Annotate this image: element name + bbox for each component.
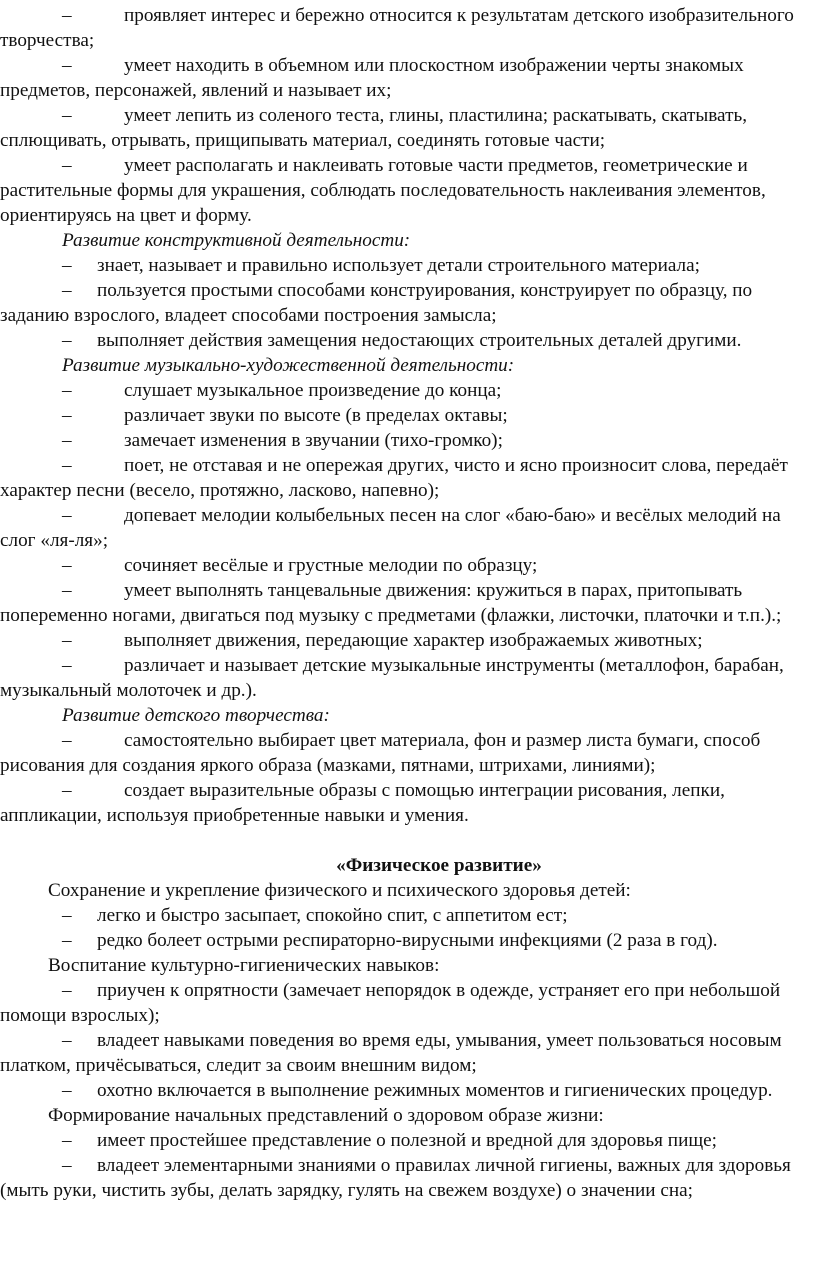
dash-bullet: –: [62, 155, 72, 176]
dash-bullet: –: [62, 555, 72, 576]
dash-bullet: –: [62, 505, 72, 526]
list-item-text: владеет навыками поведения во время еды, умывания, умеет пользоваться носовым платком, причёсываться, следит за своим внешним видом;: [0, 1030, 782, 1076]
dash-bullet: –: [62, 1030, 72, 1051]
dash-bullet: –: [62, 730, 72, 751]
paragraph: Сохранение и укрепление физического и психического здоровья детей:: [48, 880, 631, 901]
list-item-text: умеет находить в объемном или плоскостном изображении черты знакомых предметов, персонажей, явлений и называет их;: [0, 55, 744, 101]
dash-bullet: –: [62, 280, 72, 301]
dash-bullet: –: [62, 1155, 72, 1176]
list-item: [0, 1153, 816, 1203]
dash-bullet: –: [62, 1080, 72, 1101]
list-item-text: приучен к опрятности (замечает непорядок в одежде, устраняет его при небольшой помощи взрослых);: [0, 980, 781, 1026]
list-item: [0, 1078, 816, 1103]
list-item: [0, 53, 816, 103]
dash-bullet: –: [62, 630, 72, 651]
list-item-text: умеет располагать и наклеивать готовые части предметов, геометрические и растительные формы для украшения, соблюдать последовательность наклеивания элементов, ориентируясь на цвет и форму.: [0, 155, 766, 226]
dash-bullet: –: [62, 930, 72, 951]
subsection-heading: Развитие детского творчества:: [62, 705, 330, 726]
section-heading: «Физическое развитие»: [336, 855, 542, 876]
list-item: [0, 653, 816, 703]
list-item: [0, 978, 816, 1028]
dash-bullet: –: [62, 655, 72, 676]
list-item-text: допевает мелодии колыбельных песен на слог «баю-баю» и весёлых мелодий на слог «ля-ля»;: [0, 505, 781, 551]
list-item-text: поет, не отставая и не опережая других, чисто и ясно произносит слова, передаёт характер песни (весело, протяжно, ласково, напевно);: [0, 455, 788, 501]
list-item: [0, 453, 816, 503]
dash-bullet: –: [62, 5, 72, 26]
list-item-text: проявляет интерес и бережно относится к результатам детского изобразительного творчества;: [0, 5, 794, 51]
list-item-text: пользуется простыми способами конструирования, конструирует по образцу, по заданию взрослого, владеет способами построения замысла;: [0, 280, 753, 326]
list-item-text: имеет простейшее представление о полезной и вредной для здоровья пище;: [97, 1130, 717, 1151]
dash-bullet: –: [62, 980, 72, 1001]
list-item: [0, 578, 816, 628]
list-item-text: самостоятельно выбирает цвет материала, фон и размер листа бумаги, способ рисования для создания яркого образа (мазками, пятнами, штрихами, линиями);: [0, 730, 761, 776]
paragraph: Воспитание культурно-гигиенических навыков:: [48, 955, 440, 976]
list-item: [0, 328, 816, 353]
list-item: [0, 403, 816, 428]
list-item-text: выполняет действия замещения недостающих строительных деталей другими.: [97, 330, 742, 351]
dash-bullet: –: [62, 330, 72, 351]
dash-bullet: –: [62, 905, 72, 926]
dash-bullet: –: [62, 380, 72, 401]
list-item: [0, 728, 816, 778]
list-item-text: умеет лепить из соленого теста, глины, пластилина; раскатывать, скатывать, сплющивать, отрывать, прищипывать материал, соединять готовые части;: [0, 105, 748, 151]
list-item: [0, 628, 816, 653]
list-item-text: различает звуки по высоте (в пределах октавы;: [124, 405, 508, 426]
dash-bullet: –: [62, 455, 72, 476]
list-item: [0, 153, 816, 228]
list-item: [0, 253, 816, 278]
list-item: [0, 1128, 816, 1153]
list-item: [0, 278, 816, 328]
list-item: [0, 1028, 816, 1078]
dash-bullet: –: [62, 105, 72, 126]
dash-bullet: –: [62, 1130, 72, 1151]
list-item: [0, 553, 816, 578]
list-item-text: умеет выполнять танцевальные движения: кружиться в парах, притопывать попеременно ногами, двигаться под музыку с предметами (флажки, листочки, платочки и т.п.).;: [0, 580, 782, 626]
list-item-text: замечает изменения в звучании (тихо-громко);: [124, 430, 503, 451]
list-item-text: создает выразительные образы с помощью интеграции рисования, лепки, аппликации, используя приобретенные навыки и умения.: [0, 780, 725, 826]
dash-bullet: –: [62, 580, 72, 601]
list-item: [0, 103, 816, 153]
spacer: [0, 828, 816, 853]
list-item-text: различает и называет детские музыкальные инструменты (металлофон, барабан, музыкальный молоточек и др.).: [0, 655, 784, 701]
list-item: [0, 778, 816, 828]
list-item-text: легко и быстро засыпает, спокойно спит, с аппетитом ест;: [97, 905, 568, 926]
list-item-text: редко болеет острыми респираторно-вирусными инфекциями (2 раза в год).: [97, 930, 718, 951]
list-item-text: слушает музыкальное произведение до конца;: [124, 380, 502, 401]
list-item-text: сочиняет весёлые и грустные мелодии по образцу;: [124, 555, 538, 576]
list-item: [0, 503, 816, 553]
dash-bullet: –: [62, 55, 72, 76]
list-item-text: владеет элементарными знаниями о правилах личной гигиены, важных для здоровья (мыть руки, чистить зубы, делать зарядку, гулять на свежем воздухе) о значении сна;: [0, 1155, 791, 1201]
list-item: [0, 428, 816, 453]
list-item-text: выполняет движения, передающие характер изображаемых животных;: [124, 630, 703, 651]
list-item-text: охотно включается в выполнение режимных моментов и гигиенических процедур.: [97, 1080, 773, 1101]
dash-bullet: –: [62, 255, 72, 276]
dash-bullet: –: [62, 430, 72, 451]
paragraph: Формирование начальных представлений о здоровом образе жизни:: [48, 1105, 604, 1126]
list-item: [0, 378, 816, 403]
list-item: [0, 903, 816, 928]
list-item-text: знает, называет и правильно использует детали строительного материала;: [97, 255, 700, 276]
dash-bullet: –: [62, 405, 72, 426]
list-item: [0, 928, 816, 953]
dash-bullet: –: [62, 780, 72, 801]
subsection-heading: Развитие конструктивной деятельности:: [62, 230, 411, 251]
subsection-heading: Развитие музыкально-художественной деятельности:: [62, 355, 515, 376]
list-item: [0, 3, 816, 53]
